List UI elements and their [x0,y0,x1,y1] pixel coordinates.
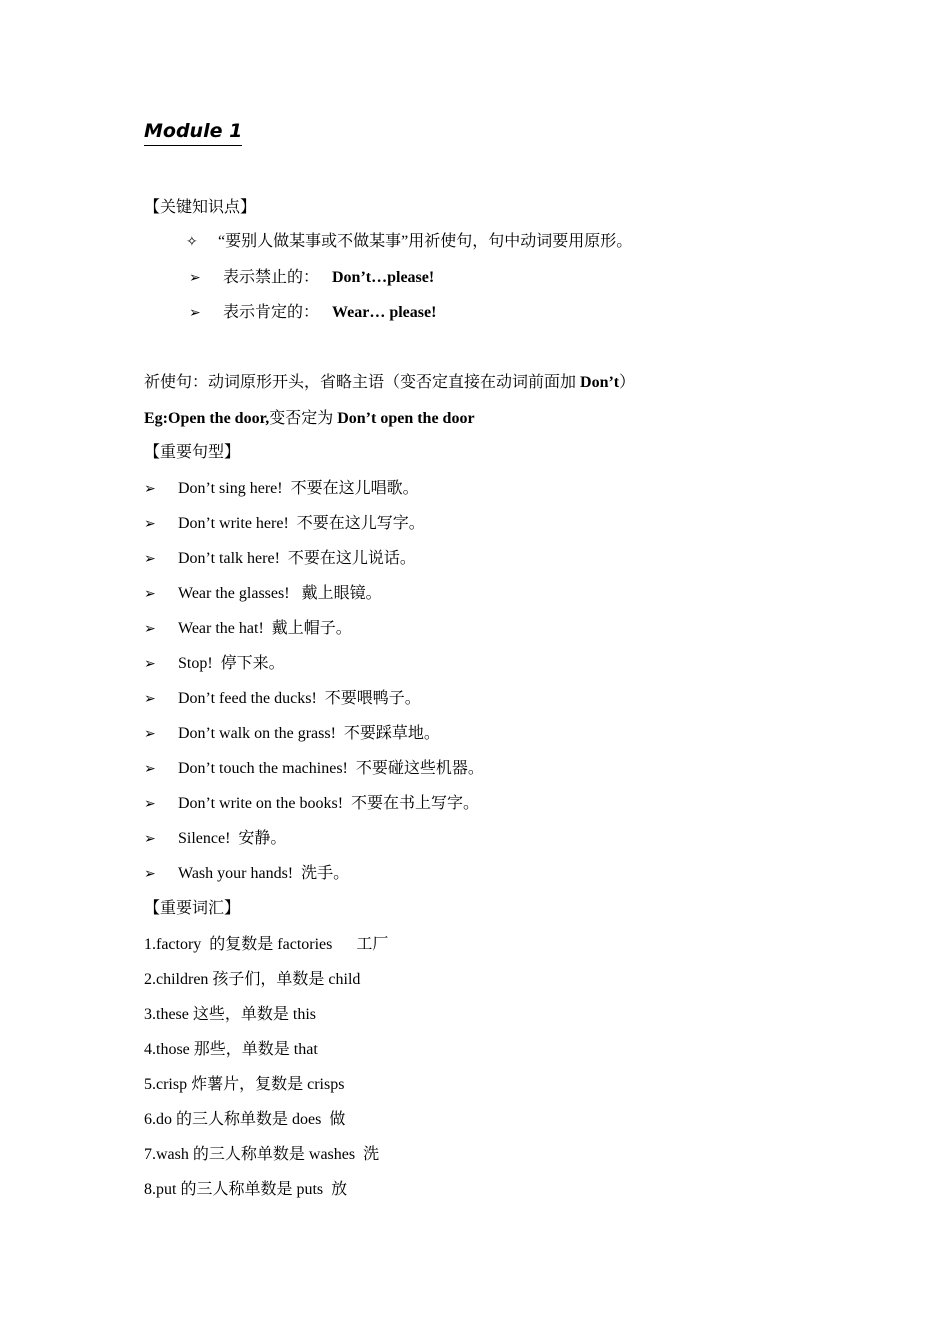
sentence-text [178,583,382,605]
sentence-text [178,513,425,535]
sentence-en: Don’t walk on the grass! [178,725,336,742]
sentence-item [144,548,416,570]
sentence-zh: 不要踩草地。 [343,725,440,742]
sentence-item [144,618,352,640]
key-point-3-example: Wear… please! [332,304,437,321]
sentence-en: Wear the glasses! [178,585,290,602]
arrow-bullet-icon: ➢ [144,516,156,532]
arrow-bullet-icon: ➢ [144,866,156,882]
example-bold-2: Don’t open the door [337,410,475,427]
example-bold-1: Eg:Open the door, [144,410,270,427]
sentence-zh: 不要喂鸭子。 [324,690,421,707]
sentence-text [178,548,416,570]
sentence-en: Wear the hat! [178,620,264,637]
sentence-item [144,863,350,885]
sentence-zh: 不要在这儿唱歌。 [290,480,419,497]
imperative-note-suffix: ） [619,374,636,391]
sentence-text [178,478,419,500]
sentence-zh: 不要碰这些机器。 [355,760,484,777]
sentence-en: Silence! [178,830,231,847]
key-point-3-label: 表示肯定的： [223,304,320,321]
imperative-note [144,372,635,394]
sentence-en: Don’t write on the books! [178,795,344,812]
key-point-2-label: 表示禁止的： [223,269,320,286]
sentence-item [144,478,419,500]
sentence-text [178,653,285,675]
arrow-bullet-icon: ➢ [144,726,156,742]
sentence-zh: 戴上帽子。 [271,620,352,637]
sentence-zh: 不要在这儿写字。 [296,515,425,532]
key-points-heading: 【关键知识点】 [144,199,257,216]
sentence-item [144,723,440,745]
arrow-bullet-icon: ➢ [144,586,156,602]
module-title: Module 1 [144,118,242,146]
sentence-item [144,828,287,850]
key-point-1 [186,231,633,253]
sentence-text [178,723,440,745]
sentence-item [144,653,285,675]
arrow-bullet-icon: ➢ [189,270,201,286]
sentence-zh: 安静。 [238,830,287,847]
sentence-item [144,583,382,605]
key-point-1-text: “要别人做某事或不做某事”用祈使句，句中动词要用原形。 [218,233,633,250]
sentence-item [144,688,421,710]
vocab-item: 4.those 那些，单数是 that [144,1041,318,1058]
imperative-note-bold: Don’t [580,374,620,391]
sentence-en: Stop! [178,655,213,672]
arrow-bullet-icon: ➢ [144,481,156,497]
sentence-text [178,618,352,640]
sentence-zh: 不要在书上写字。 [351,795,480,812]
sentences-heading: 【重要句型】 [144,444,241,461]
key-point-3 [189,302,437,324]
arrow-bullet-icon: ➢ [144,831,156,847]
sentence-text [178,688,421,710]
diamond-bullet-icon: ✧ [186,234,198,250]
sentence-text [178,828,286,850]
vocab-heading: 【重要词汇】 [144,900,241,917]
sentence-zh: 戴上眼镜。 [301,585,382,602]
key-point-2-example: Don’t…please! [332,269,435,286]
sentence-zh: 停下来。 [220,655,285,672]
sentence-en: Don’t touch the machines! [178,760,348,777]
vocab-item: 7.wash 的三人称单数是 washes 洗 [144,1146,380,1163]
sentence-item [144,758,484,780]
sentence-text [178,758,484,780]
arrow-bullet-icon: ➢ [144,761,156,777]
arrow-bullet-icon: ➢ [144,796,156,812]
sentence-en: Don’t feed the ducks! [178,690,317,707]
vocab-item: 6.do 的三人称单数是 does 做 [144,1111,346,1128]
imperative-note-prefix: 祈使句：动词原形开头，省略主语（变否定直接在动词前面加 [144,374,581,391]
arrow-bullet-icon: ➢ [144,691,156,707]
vocab-item: 5.crisp 炸薯片，复数是 crisps [144,1076,345,1093]
sentence-en: Don’t write here! [178,515,289,532]
arrow-bullet-icon: ➢ [144,551,156,567]
sentence-zh: 洗手。 [301,865,350,882]
imperative-example [144,408,475,430]
sentence-text [178,863,349,885]
vocab-item: 8.put 的三人称单数是 puts 放 [144,1181,348,1198]
sentence-en: Don’t talk here! [178,550,280,567]
arrow-bullet-icon: ➢ [144,621,156,637]
example-plain: 变否定为 [269,410,338,427]
sentence-zh: 不要在这儿说话。 [287,550,416,567]
sentence-en: Wash your hands! [178,865,294,882]
arrow-bullet-icon: ➢ [189,305,201,321]
sentence-en: Don’t sing here! [178,480,283,497]
vocab-item: 3.these 这些，单数是 this [144,1006,316,1023]
key-point-2 [189,267,435,289]
sentence-item [144,793,480,815]
vocab-item: 1.factory 的复数是 factories 工厂 [144,936,389,953]
sentence-text [178,793,479,815]
arrow-bullet-icon: ➢ [144,656,156,672]
sentence-item [144,513,425,535]
vocab-item: 2.children 孩子们，单数是 child [144,971,361,988]
